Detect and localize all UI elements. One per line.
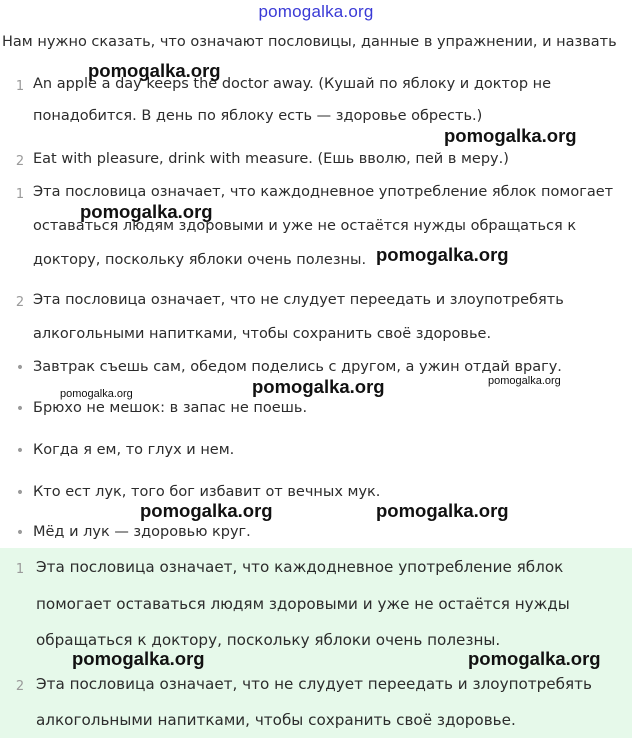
watermark-text: pomogalka.org [60, 388, 133, 400]
task-intro: Нам нужно сказать, что означают пословицы, данные в упражнении, и назвать [2, 34, 617, 50]
answer-line: Эта пословица означает, что каждодневное употребление яблок [36, 558, 564, 576]
answer-line: помогает оставаться людям здоровыми и уже не остаётся нужды [36, 595, 570, 613]
bullet-text: Кто ест лук, того бог избавит от вечных мук. [33, 484, 381, 500]
watermark-text: pomogalka.org [140, 500, 273, 521]
watermark-text: pomogalka.org [252, 376, 385, 397]
list-number: 1 [15, 187, 25, 202]
bullet-text: Мёд и лук — здоровью круг. [33, 524, 251, 540]
watermark-text: pomogalka.org [444, 125, 577, 146]
bullet-dot: • [15, 485, 25, 501]
proverb-line: понадобится. В день по яблоку есть — здоровье обресть.) [33, 108, 483, 124]
list-number: 1 [15, 79, 25, 94]
meaning-line: доктору, поскольку яблоки очень полезны. [33, 252, 367, 268]
list-number: 2 [15, 295, 25, 310]
watermark-text: pomogalka.org [376, 500, 509, 521]
answer-line: Эта пословица означает, что не слудует переедать и злоупотребять [36, 675, 592, 693]
proverb-line: Eat with pleasure, drink with measure. (Ешь вволю, пей в меру.) [33, 151, 509, 167]
meaning-line: оставаться людям здоровыми и уже не остаётся нужды обращаться к [33, 218, 577, 234]
bullet-text: Когда я ем, то глух и нем. [33, 442, 235, 458]
list-number: 2 [15, 154, 25, 169]
bullet-text: Брюхо не мешок: в запас не поешь. [33, 400, 308, 416]
list-number: 2 [15, 679, 25, 694]
site-header-link[interactable]: pomogalka.org [258, 2, 374, 21]
watermark-text: pomogalka.org [88, 60, 221, 81]
watermark-text: pomogalka.org [488, 375, 561, 387]
watermark-text: pomogalka.org [80, 201, 213, 222]
list-number: 1 [15, 562, 25, 577]
bullet-text: Завтрак съешь сам, обедом поделись с другом, а ужин отдай врагу. [33, 359, 562, 375]
answer-line: алкогольными напитками, чтобы сохранить своё здоровье. [36, 711, 516, 729]
bullet-dot: • [15, 443, 25, 459]
proverb-line: An apple a day keeps the doctor away. (Кушай по яблоку и доктор не [33, 76, 552, 92]
meaning-line: алкогольными напитками, чтобы сохранить своё здоровье. [33, 326, 492, 342]
bullet-dot: • [15, 360, 25, 376]
answer-line: обращаться к доктору, поскольку яблоки очень полезны. [36, 631, 501, 649]
bullet-dot: • [15, 401, 25, 417]
watermark-text: pomogalka.org [376, 244, 509, 265]
bullet-dot: • [15, 525, 25, 541]
watermark-text: pomogalka.org [72, 648, 205, 669]
meaning-line: Эта пословица означает, что каждодневное употребление яблок помогает [33, 184, 614, 200]
watermark-text: pomogalka.org [468, 648, 601, 669]
meaning-line: Эта пословица означает, что не слудует переедать и злоупотребять [33, 292, 564, 308]
